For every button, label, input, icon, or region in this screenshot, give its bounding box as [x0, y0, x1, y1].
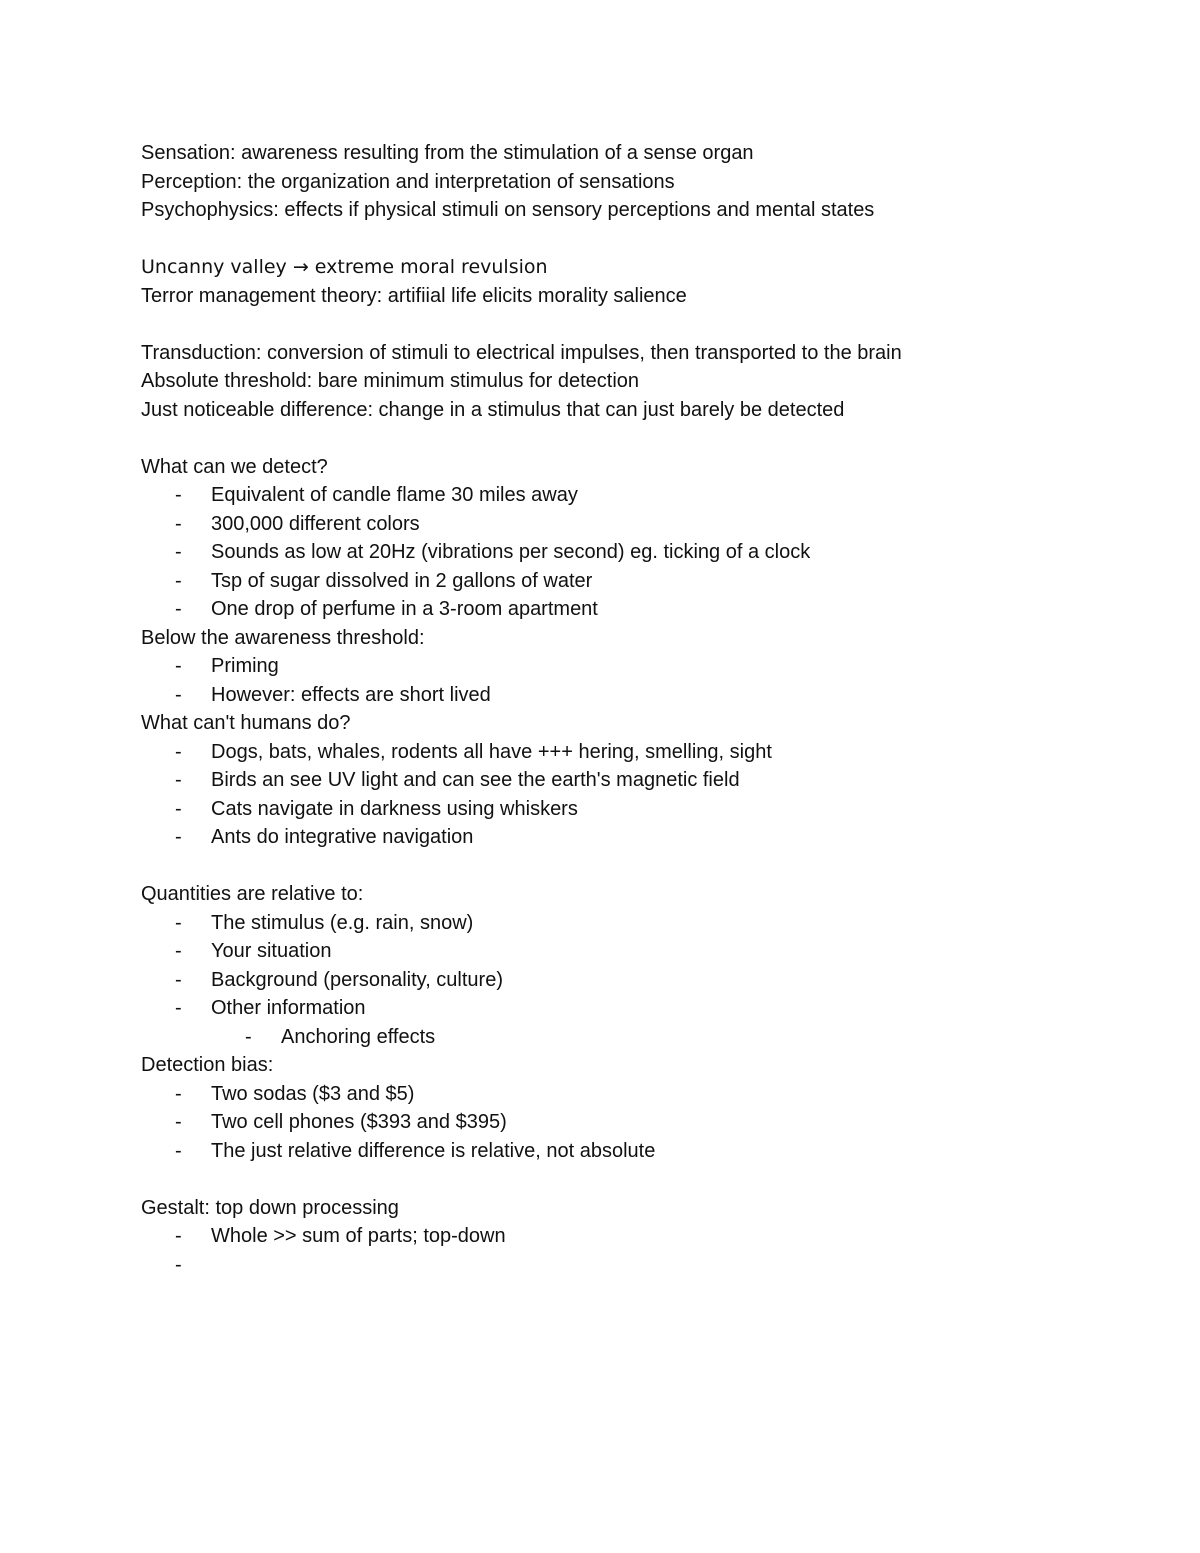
dash-marker: -	[175, 655, 182, 677]
cant-do-heading: What can't humans do?	[141, 712, 351, 734]
list-item-text: One drop of perfume in a 3-room apartment	[211, 598, 598, 620]
dash-marker: -	[175, 1225, 182, 1247]
list-item	[141, 1137, 1141, 1166]
list-item-text: Dogs, bats, whales, rodents all have +++ hering, smelling, sight	[211, 740, 772, 763]
list-item	[141, 1080, 1141, 1109]
list-item-text: Other information	[211, 997, 366, 1019]
dash-marker: -	[175, 683, 182, 706]
dash-marker: -	[175, 1253, 182, 1276]
dash-marker: -	[245, 1025, 252, 1048]
detect-heading: What can we detect?	[141, 455, 328, 478]
dash-marker: -	[175, 1082, 182, 1105]
list-item-text: Whole >> sum of parts; top-down	[211, 1225, 506, 1247]
list-item	[141, 681, 1141, 710]
terror-management-line: Terror management theory: artifiial life elicits morality salience	[141, 284, 687, 307]
dash-marker: -	[175, 797, 182, 820]
gestalt-heading: Gestalt: top down processing	[141, 1196, 399, 1219]
dash-marker: -	[175, 769, 182, 791]
list-item-text: Priming	[211, 655, 279, 677]
list-item	[141, 1251, 1141, 1280]
definition-transduction: Transduction: conversion of stimuli to electrical impulses, then transported to the brain	[141, 341, 902, 364]
list-item	[141, 937, 1141, 966]
list-item	[141, 766, 1141, 795]
dash-marker: -	[175, 997, 182, 1019]
list-item-text: Background (personality, culture)	[211, 968, 503, 991]
blank-line	[141, 852, 1141, 881]
list-item-text: Birds an see UV light and can see the earth's magnetic field	[211, 769, 740, 791]
list-item	[141, 795, 1141, 824]
blank-line	[141, 424, 1141, 453]
list-item	[141, 1222, 1141, 1251]
dash-marker: -	[175, 541, 182, 563]
dash-marker: -	[175, 911, 182, 934]
list-item-text: However: effects are short lived	[211, 683, 491, 706]
definition-sensation: Sensation: awareness resulting from the stimulation of a sense organ	[141, 142, 754, 164]
dash-marker: -	[175, 1111, 182, 1133]
list-item-text: 300,000 different colors	[211, 512, 420, 535]
list-item	[141, 510, 1141, 539]
list-item	[141, 481, 1141, 510]
dash-marker: -	[175, 826, 182, 848]
list-item-text: Two sodas ($3 and $5)	[211, 1082, 415, 1105]
list-item-text: The just relative difference is relative, not absolute	[211, 1139, 656, 1162]
blank-line	[141, 1165, 1141, 1194]
dash-marker: -	[175, 484, 182, 506]
list-item	[141, 738, 1141, 767]
list-item	[141, 652, 1141, 681]
list-item-text: Tsp of sugar dissolved in 2 gallons of water	[211, 569, 593, 592]
list-item-text: Cats navigate in darkness using whiskers	[211, 797, 578, 820]
list-item	[141, 823, 1141, 852]
document-page	[141, 139, 1141, 1279]
dash-marker: -	[175, 1139, 182, 1162]
list-item-text: The stimulus (e.g. rain, snow)	[211, 911, 474, 934]
below-threshold-heading: Below the awareness threshold:	[141, 626, 425, 649]
definition-jnd: Just noticeable difference: change in a stimulus that can just barely be detected	[141, 398, 845, 421]
list-item	[141, 567, 1141, 596]
list-item-text: Ants do integrative navigation	[211, 826, 474, 848]
quantities-heading: Quantities are relative to:	[141, 883, 364, 905]
list-item-text: Anchoring effects	[281, 1025, 436, 1048]
list-item	[141, 966, 1141, 995]
list-item-text: Your situation	[211, 940, 332, 962]
definition-absolute-threshold: Absolute threshold: bare minimum stimulus for detection	[141, 370, 640, 392]
list-item	[141, 1108, 1141, 1137]
list-item-text: Two cell phones ($393 and $395)	[211, 1111, 507, 1133]
dash-marker: -	[175, 512, 182, 535]
dash-marker: -	[175, 940, 182, 962]
dash-marker: -	[175, 968, 182, 991]
definition-perception: Perception: the organization and interpretation of sensations	[141, 170, 675, 193]
list-item	[141, 909, 1141, 938]
list-item	[141, 595, 1141, 624]
list-item-text: Sounds as low at 20Hz (vibrations per second) eg. ticking of a clock	[211, 541, 811, 563]
list-item	[141, 538, 1141, 567]
dash-marker: -	[175, 740, 182, 763]
list-item	[141, 994, 1141, 1023]
blank-line	[141, 225, 1141, 254]
dash-marker: -	[175, 598, 182, 620]
list-item-text: Equivalent of candle flame 30 miles away	[211, 484, 578, 506]
nested-list-item	[141, 1023, 1141, 1052]
blank-line	[141, 310, 1141, 339]
detection-bias-heading: Detection bias:	[141, 1054, 274, 1076]
uncanny-valley-line: Uncanny valley → extreme moral revulsion	[141, 256, 548, 278]
definition-psychophysics: Psychophysics: effects if physical stimuli on sensory perceptions and mental states	[141, 199, 875, 221]
dash-marker: -	[175, 569, 182, 592]
